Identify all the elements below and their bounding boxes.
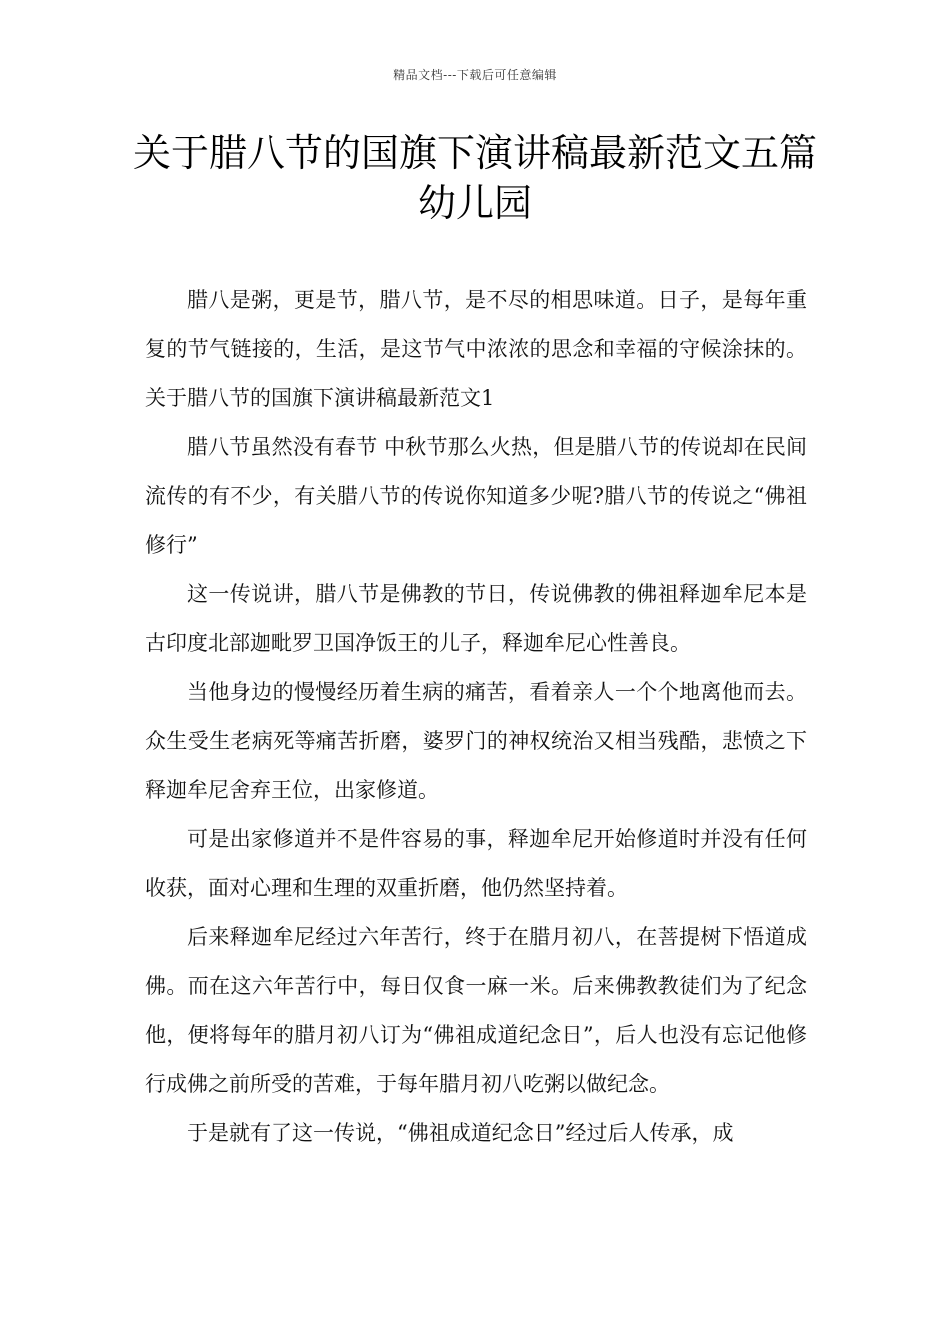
paragraph: 当他身边的慢慢经历着生病的痛苦，看着亲人一个个地离他而去。众生受生老病死等痛苦折磨，婆罗门的神权统治又相当残酷，悲愤之下释迦牟尼舍弃王位，出家修道。 [145,680,807,802]
paragraph: 可是出家修道并不是件容易的事，释迦牟尼开始修道时并没有任何收获，面对心理和生理的双重折磨，他仍然坚持着。 [145,827,807,900]
paragraph: 腊八是粥，更是节，腊八节，是不尽的相思味道。日子，是每年重复的节气链接的，生活，是这节气中浓浓的思念和幸福的守候涂抹的。关于腊八节的国旗下演讲稿最新范文1 [145,288,807,410]
header-note: 精品文档---下载后可任意编辑 [393,68,557,82]
document-title: 关于腊八节的国旗下演讲稿最新范文五篇幼儿园 [132,131,817,225]
paragraph: 腊八节虽然没有春节 中秋节那么火热，但是腊八节的传说却在民间流传的有不少，有关腊八节的传说你知道多少呢?腊八节的传说之“佛祖修行” [145,435,807,557]
paragraph: 后来释迦牟尼经过六年苦行，终于在腊月初八，在菩提树下悟道成佛。而在这六年苦行中，每日仅食一麻一米。后来佛教教徒们为了纪念他，便将每年的腊月初八订为“佛祖成道纪念日”，后人也没有忘记他修行成佛之前所受的苦难，于每年腊月初八吃粥以做纪念。 [145,925,807,1096]
paragraph: 这一传说讲，腊八节是佛教的节日，传说佛教的佛祖释迦牟尼本是古印度北部迦毗罗卫国净饭王的儿子，释迦牟尼心性善良。 [145,582,807,655]
document-body [145,276,807,1158]
paragraph: 于是就有了这一传说，“佛祖成道纪念日”经过后人传承，成 [187,1121,734,1145]
